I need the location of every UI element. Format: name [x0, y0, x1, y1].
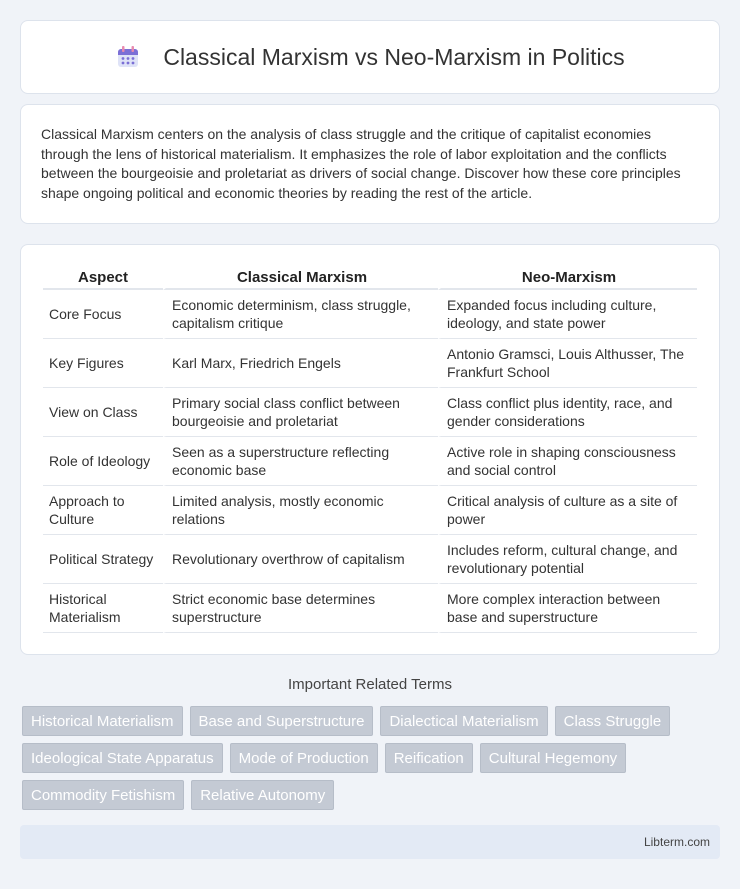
- related-term-tag[interactable]: Cultural Hegemony: [480, 743, 626, 773]
- table-header-row: [43, 265, 697, 290]
- table-cell: Revolutionary overthrow of capitalism: [163, 535, 438, 584]
- table-row: [43, 486, 697, 535]
- table-cell: More complex interaction between base and superstructure: [438, 584, 697, 633]
- table-cell: Core Focus: [43, 290, 163, 339]
- table-cell: Limited analysis, mostly economic relations: [163, 486, 438, 535]
- table-cell: Karl Marx, Friedrich Engels: [163, 339, 438, 388]
- table-cell: Includes reform, cultural change, and revolutionary potential: [438, 535, 697, 584]
- table-cell: Expanded focus including culture, ideology, and state power: [438, 290, 697, 339]
- table-cell: Political Strategy: [43, 535, 163, 584]
- table-cell: Critical analysis of culture as a site of power: [438, 486, 697, 535]
- table-row: [43, 290, 697, 339]
- related-terms-title: Important Related Terms: [288, 676, 452, 693]
- table-row: [43, 437, 697, 486]
- table-row: [43, 388, 697, 437]
- table-cell: Historical Materialism: [43, 584, 163, 633]
- related-terms-list: [22, 706, 722, 817]
- header-classical-marxism: Classical Marxism: [163, 265, 438, 290]
- related-term-tag[interactable]: Relative Autonomy: [191, 780, 334, 810]
- page-title: Classical Marxism vs Neo-Marxism in Politics: [163, 43, 625, 70]
- related-term-tag[interactable]: Base and Superstructure: [190, 706, 374, 736]
- related-term-tag[interactable]: Class Struggle: [555, 706, 671, 736]
- related-term-tag[interactable]: Reification: [385, 743, 473, 773]
- table-cell: Antonio Gramsci, Louis Althusser, The Frankfurt School: [438, 339, 697, 388]
- related-term-tag[interactable]: Commodity Fetishism: [22, 780, 184, 810]
- table-cell: Approach to Culture: [43, 486, 163, 535]
- related-term-tag[interactable]: Ideological State Apparatus: [22, 743, 223, 773]
- comparison-table-card: [20, 244, 720, 655]
- related-term-tag[interactable]: Historical Materialism: [22, 706, 183, 736]
- intro-text: Classical Marxism centers on the analysis of class struggle and the critique of capitalist economies through the lens of historical materialism. It emphasizes the role of labor exploitation and the conflicts between the bourgeoisie and proletariat as drivers of social change. Discover how these core principles shape ongoing political and economic theories by reading the rest of the article.: [41, 126, 681, 201]
- table-cell: Seen as a superstructure reflecting economic base: [163, 437, 438, 486]
- footer: [20, 825, 720, 859]
- comparison-table: [43, 265, 697, 633]
- table-cell: Class conflict plus identity, race, and gender considerations: [438, 388, 697, 437]
- related-term-tag[interactable]: Dialectical Materialism: [380, 706, 547, 736]
- calendar-icon: [115, 44, 141, 70]
- table-cell: View on Class: [43, 388, 163, 437]
- table-row: [43, 584, 697, 633]
- title-card: [20, 20, 720, 94]
- related-term-tag[interactable]: Mode of Production: [230, 743, 378, 773]
- table-row: [43, 535, 697, 584]
- footer-site-link[interactable]: Libterm.com: [643, 835, 710, 849]
- header-neo-marxism: Neo-Marxism: [438, 265, 697, 290]
- table-cell: Key Figures: [43, 339, 163, 388]
- table-cell: Economic determinism, class struggle, capitalism critique: [163, 290, 438, 339]
- header-aspect: Aspect: [43, 265, 163, 290]
- table-row: [43, 339, 697, 388]
- intro-card: [20, 104, 720, 224]
- table-cell: Primary social class conflict between bourgeoisie and proletariat: [163, 388, 438, 437]
- table-cell: Strict economic base determines superstructure: [163, 584, 438, 633]
- table-cell: Role of Ideology: [43, 437, 163, 486]
- table-cell: Active role in shaping consciousness and social control: [438, 437, 697, 486]
